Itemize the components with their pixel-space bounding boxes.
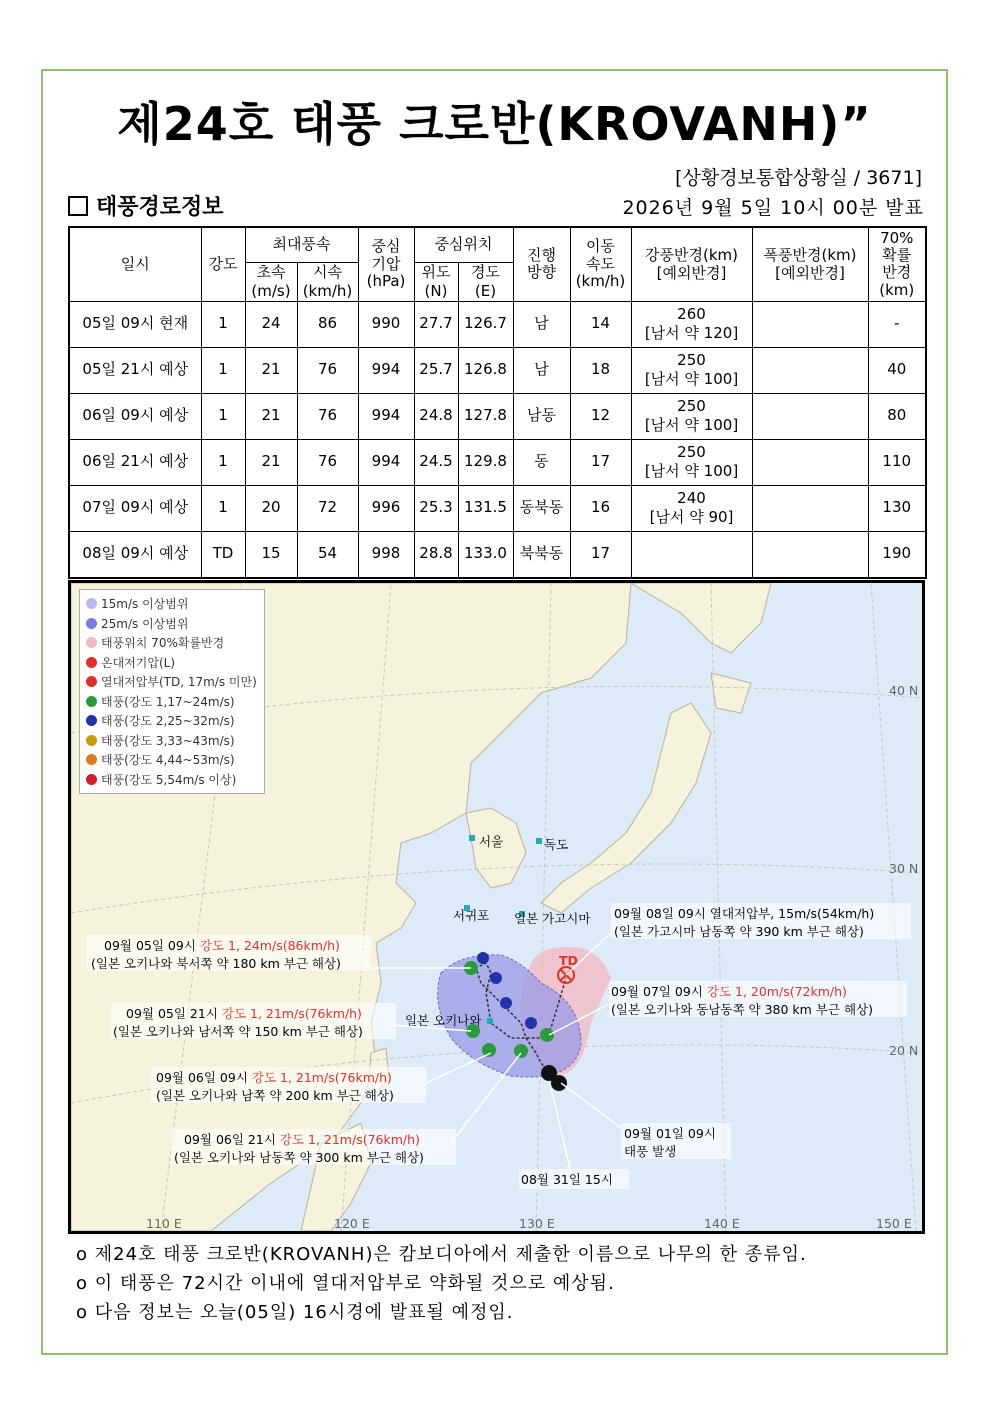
legend-item [86, 750, 258, 770]
strong-radius-value: 250 [677, 351, 706, 370]
note-item: o 제24호 태풍 크로반(KROVANH)은 캄보디아에서 제출한 이름으로 나무의 한 종류임. [76, 1244, 807, 1265]
lon-label-150e: 150 E [876, 1216, 912, 1231]
annotation-0521 [126, 1006, 362, 1021]
annotation-0621 [184, 1132, 420, 1147]
legend-swatch-icon [86, 715, 97, 726]
strong-radius-exception: [남서 약 100] [644, 416, 739, 434]
lon-label-110e: 110 E [146, 1216, 182, 1231]
annotation-0509-time: 09월 05일 09시 [104, 938, 200, 953]
annotation-0609-time: 09월 06일 09시 [156, 1070, 252, 1085]
typhoon-marker [540, 1028, 554, 1042]
legend-item [86, 692, 258, 712]
header-wind-ms-unit: (m/s) [251, 281, 291, 300]
cell-speed: 17 [570, 439, 631, 485]
header-strong-radius-label: 강풍반경(km) [645, 245, 738, 264]
place-seogwipo: 서귀포 [453, 908, 490, 923]
legend-label: 온대저기압(L) [101, 655, 176, 670]
cell-direction: 북북동 [513, 531, 570, 578]
cell-strong-radius [631, 485, 752, 531]
legend-swatch-icon [86, 696, 97, 707]
header-datetime: 일시 [69, 227, 201, 301]
strong-radius-exception: [남서 약 90] [649, 508, 734, 526]
header-direction-label: 진행방향 [527, 246, 556, 282]
legend-item [86, 731, 258, 751]
annotation-0709-intensity: 강도 1, 20m/s(72km/h) [706, 984, 847, 999]
cell-pressure: 994 [358, 439, 414, 485]
issued-time: 2026년 9월 5일 10시 00분 발표 [622, 197, 924, 219]
header-pressure-label: 중심기압 [371, 237, 401, 273]
cell-prob70: 80 [868, 393, 926, 439]
typhoon-marker [514, 1044, 528, 1058]
legend-swatch-icon [86, 657, 97, 668]
cell-lon: 126.7 [458, 301, 513, 347]
cell-strong-radius [631, 531, 752, 578]
header-strong-radius [631, 227, 752, 301]
cell-prob70: - [868, 301, 926, 347]
header-prob70 [868, 227, 926, 301]
cell-prob70: 110 [868, 439, 926, 485]
header-max-wind: 최대풍속 [245, 227, 358, 263]
cell-wind-kmh: 86 [297, 301, 358, 347]
header-prob70-unit: (km) [879, 280, 915, 299]
header-position: 중심위치 [414, 227, 513, 263]
typhoon-track-map [68, 580, 925, 1234]
typhoon-marker [477, 952, 489, 964]
legend-item [86, 672, 258, 692]
annotation-0621-time: 09월 06일 21시 [184, 1132, 280, 1147]
place-okinawa: 일본 오키나와 [405, 1013, 482, 1028]
cell-strong-radius [631, 347, 752, 393]
cell-lat: 27.7 [414, 301, 458, 347]
header-wind-ms-label: 초속 [256, 263, 286, 281]
header-pressure [358, 227, 414, 301]
legend-label: 태풍(강도 5,54m/s 이상) [101, 772, 237, 787]
cell-intensity: 1 [201, 393, 245, 439]
annotation-genesis: 09월 01일 09시 [624, 1126, 716, 1141]
land-hokkaido [711, 673, 751, 713]
cell-direction: 남 [513, 301, 570, 347]
note-item: o 이 태풍은 72시간 이내에 열대저압부로 약화될 것으로 예상됨. [76, 1273, 615, 1294]
header-strong-radius-sub: [예외반경] [656, 264, 727, 283]
legend-swatch-icon [86, 735, 97, 746]
legend-label: 태풍(강도 1,17~24m/s) [101, 694, 235, 709]
place-kagoshima: 일본 가고시마 [514, 911, 591, 926]
header-speed [570, 227, 631, 301]
header-lat-label: 위도 [421, 263, 451, 281]
checkbox-square-icon [68, 196, 88, 216]
cell-datetime: 06일 21시 예상 [69, 439, 201, 485]
annotation-0521-location: (일본 오키나와 남서쪽 약 150 km 부근 해상) [113, 1024, 363, 1039]
strong-radius-value: 240 [677, 489, 706, 508]
cell-intensity: 1 [201, 301, 245, 347]
cell-speed: 14 [570, 301, 631, 347]
cell-lat: 25.3 [414, 485, 458, 531]
annotation-0509-location: (일본 오키나와 북서쪽 약 180 km 부근 해상) [91, 956, 341, 971]
cell-direction: 남동 [513, 393, 570, 439]
header-speed-unit: (km/h) [575, 271, 626, 290]
typhoon-marker [551, 1075, 567, 1091]
annotation-0621-intensity: 강도 1, 21m/s(76km/h) [279, 1132, 420, 1147]
legend-item [86, 711, 258, 731]
annotation-0509 [104, 938, 340, 953]
legend-label: 25m/s 이상범위 [101, 616, 189, 631]
cell-lat: 28.8 [414, 531, 458, 578]
cell-wind-kmh: 76 [297, 439, 358, 485]
annotation-0521-intensity: 강도 1, 21m/s(76km/h) [221, 1006, 362, 1021]
cell-strong-radius [631, 393, 752, 439]
land-russia-east [631, 583, 771, 653]
legend-item [86, 594, 258, 614]
cell-wind-kmh: 54 [297, 531, 358, 578]
annotation-0621-location: (일본 오키나와 남동쪽 약 300 km 부근 해상) [174, 1150, 424, 1165]
cell-pressure: 990 [358, 301, 414, 347]
table-row [69, 393, 926, 439]
cell-wind-ms: 24 [245, 301, 297, 347]
cell-wind-ms: 15 [245, 531, 297, 578]
header-wind-kmh-unit: (km/h) [302, 281, 353, 300]
cell-wind-kmh: 76 [297, 393, 358, 439]
cell-intensity: 1 [201, 347, 245, 393]
legend-label: 열대저압부(TD, 17m/s 미만) [101, 675, 257, 690]
cell-prob70: 130 [868, 485, 926, 531]
cell-direction: 남 [513, 347, 570, 393]
cell-wind-ms: 21 [245, 347, 297, 393]
cell-lat: 25.7 [414, 347, 458, 393]
strong-radius-value: 260 [677, 305, 706, 324]
header-wind-ms [245, 263, 297, 302]
legend-label: 태풍(강도 3,33~43m/s) [101, 733, 235, 748]
annotation-0831: 08월 31일 15시 [521, 1172, 613, 1187]
annotation-0609-intensity: 강도 1, 21m/s(76km/h) [251, 1070, 392, 1085]
header-lat-unit: (N) [424, 281, 448, 300]
lat-label-30n: 30 N [889, 861, 919, 876]
cell-datetime: 08일 09시 예상 [69, 531, 201, 578]
lon-label-120e: 120 E [334, 1216, 370, 1231]
header-wind-kmh [297, 263, 358, 302]
legend-swatch-icon [86, 676, 97, 687]
lon-label-140e: 140 E [704, 1216, 740, 1231]
cell-storm-radius [752, 485, 868, 531]
cell-pressure: 998 [358, 531, 414, 578]
map-legend [79, 589, 265, 794]
header-pressure-unit: (hPa) [366, 271, 406, 290]
table-row [69, 531, 926, 578]
cell-pressure: 996 [358, 485, 414, 531]
section-title: 태풍경로정보 [96, 195, 224, 220]
legend-swatch-icon [86, 598, 97, 609]
dokdo-marker [536, 838, 542, 844]
lat-label-40n: 40 N [889, 683, 919, 698]
legend-item [86, 614, 258, 634]
header-lat [414, 263, 458, 302]
cell-speed: 12 [570, 393, 631, 439]
table-row [69, 347, 926, 393]
okinawa-marker [487, 1018, 493, 1024]
cell-speed: 17 [570, 531, 631, 578]
place-seoul: 서울 [479, 834, 504, 849]
typhoon-track-table [68, 226, 927, 579]
cell-lon: 126.8 [458, 347, 513, 393]
cell-wind-ms: 21 [245, 439, 297, 485]
seoul-marker [469, 835, 475, 841]
cell-wind-kmh: 76 [297, 347, 358, 393]
header-storm-radius-sub: [예외반경] [775, 264, 845, 283]
legend-label: 태풍(강도 2,25~32m/s) [101, 714, 235, 729]
cell-wind-ms: 20 [245, 485, 297, 531]
cell-lon: 131.5 [458, 485, 513, 531]
header-direction [513, 227, 570, 301]
annotation-genesis-sub: 태풍 발생 [624, 1144, 677, 1159]
cell-wind-ms: 21 [245, 393, 297, 439]
annotation-0521-time: 09월 05일 21시 [126, 1006, 222, 1021]
legend-item [86, 770, 258, 790]
cell-storm-radius [752, 347, 868, 393]
td-label: TD [559, 953, 578, 968]
header-speed-label: 이동속도 [586, 237, 615, 273]
cell-storm-radius [752, 301, 868, 347]
cell-prob70: 40 [868, 347, 926, 393]
cell-strong-radius [631, 301, 752, 347]
table-row [69, 485, 926, 531]
cell-lat: 24.8 [414, 393, 458, 439]
strong-radius-value: 250 [677, 443, 706, 462]
legend-swatch-icon [86, 774, 97, 785]
strong-radius-exception: [남서 약 120] [644, 324, 739, 342]
annotation-0509-intensity: 강도 1, 24m/s(86km/h) [199, 938, 340, 953]
lat-label-20n: 20 N [889, 1043, 919, 1058]
cell-speed: 18 [570, 347, 631, 393]
header-storm-radius [752, 227, 868, 301]
cell-storm-radius [752, 531, 868, 578]
annotation-0709 [611, 984, 847, 999]
cell-intensity: TD [201, 531, 245, 578]
typhoon-marker [500, 997, 512, 1009]
strong-radius-exception: [남서 약 100] [644, 370, 739, 388]
cell-lon: 129.8 [458, 439, 513, 485]
header-lon-label: 경도 [471, 263, 500, 281]
note-item: o 다음 정보는 오늘(05일) 16시경에 발표될 예정임. [76, 1302, 514, 1323]
cell-datetime: 07일 09시 예상 [69, 485, 201, 531]
section-heading [68, 190, 224, 221]
header-lon [458, 263, 513, 302]
cell-direction: 동북동 [513, 485, 570, 531]
cell-speed: 16 [570, 485, 631, 531]
cell-lat: 24.5 [414, 439, 458, 485]
cell-lon: 133.0 [458, 531, 513, 578]
department-label: [상황경보통합상황실 / 3671] [675, 167, 922, 189]
cell-storm-radius [752, 439, 868, 485]
cell-datetime: 05일 21시 예상 [69, 347, 201, 393]
header-prob70-label: 70%확률반경 [880, 228, 914, 282]
table-row [69, 301, 926, 347]
lon-label-130e: 130 E [519, 1216, 555, 1231]
land-japan [541, 703, 711, 913]
legend-item [86, 633, 258, 653]
cell-pressure: 994 [358, 393, 414, 439]
legend-label: 태풍위치 70%확률반경 [101, 636, 225, 651]
cell-datetime: 06일 09시 예상 [69, 393, 201, 439]
legend-item [86, 653, 258, 673]
cell-datetime: 05일 09시 현재 [69, 301, 201, 347]
cell-pressure: 994 [358, 347, 414, 393]
header-storm-radius-label: 폭풍반경(km) [763, 245, 857, 264]
strong-radius-exception: [남서 약 100] [644, 462, 739, 480]
cell-wind-kmh: 72 [297, 485, 358, 531]
table-row [69, 439, 926, 485]
header-wind-kmh-label: 시속 [313, 263, 342, 281]
cell-prob70: 190 [868, 531, 926, 578]
annotation-0809-location: (일본 가고시마 남동쪽 약 390 km 부근 해상) [614, 924, 864, 939]
annotation-0709-time: 09월 07일 09시 [611, 984, 707, 999]
place-dokdo: 독도 [544, 837, 569, 852]
notes [76, 1240, 807, 1327]
header-intensity: 강도 [201, 227, 245, 301]
annotation-0709-location: (일본 오키나와 동남동쪽 약 380 km 부근 해상) [611, 1002, 873, 1017]
header-lon-unit: (E) [474, 281, 497, 300]
cell-direction: 동 [513, 439, 570, 485]
typhoon-marker [525, 1017, 537, 1029]
annotation-0609-location: (일본 오키나와 남쪽 약 200 km 부근 해상) [156, 1088, 394, 1103]
cell-intensity: 1 [201, 439, 245, 485]
cell-strong-radius [631, 439, 752, 485]
cell-storm-radius [752, 393, 868, 439]
cell-intensity: 1 [201, 485, 245, 531]
annotation-0609 [156, 1070, 392, 1085]
legend-swatch-icon [86, 637, 97, 648]
annotation-0809: 09월 08일 09시 열대저압부, 15m/s(54km/h) [614, 906, 875, 921]
page-title: 제24호 태풍 크로반(KROVANH)” [117, 97, 872, 151]
legend-label: 태풍(강도 4,44~53m/s) [101, 753, 235, 768]
cell-lon: 127.8 [458, 393, 513, 439]
typhoon-marker [490, 972, 502, 984]
typhoon-marker [482, 1043, 496, 1057]
legend-swatch-icon [86, 754, 97, 765]
legend-swatch-icon [86, 618, 97, 629]
legend-label: 15m/s 이상범위 [101, 597, 189, 612]
strong-radius-value: 250 [677, 397, 706, 416]
